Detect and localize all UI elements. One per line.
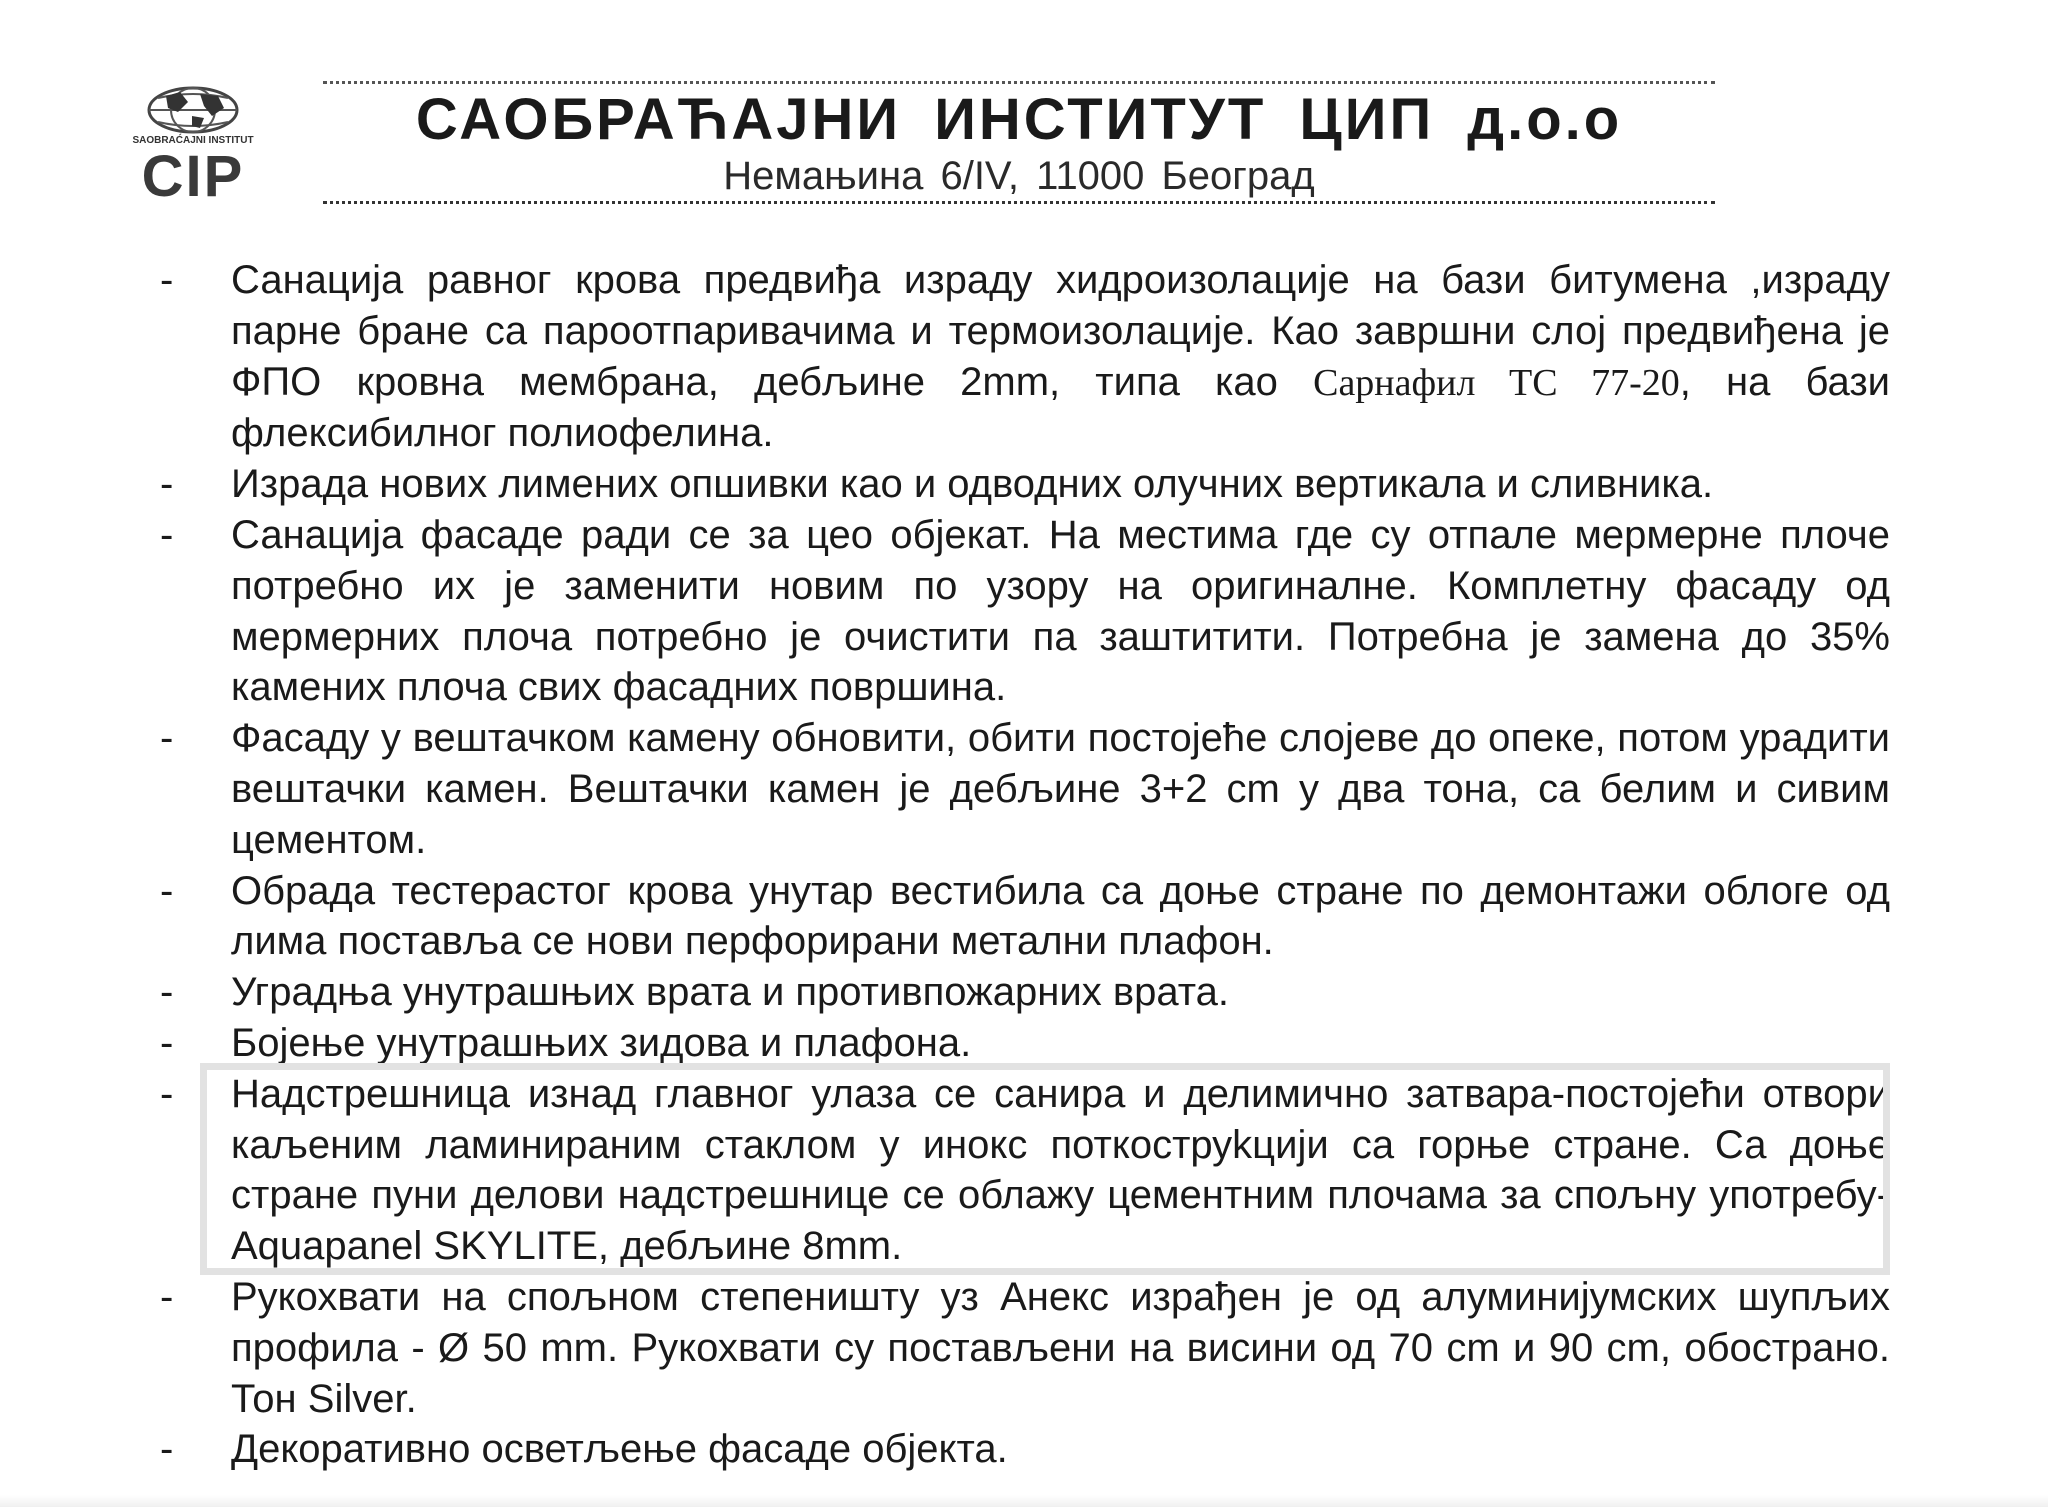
- list-item: [160, 713, 1890, 865]
- list-dash: -: [160, 868, 174, 913]
- item-text: Уградња унутрашњих врата и противпожарних врата.: [231, 970, 1229, 1015]
- organization-title: САОБРАЋАЈНИ ИНСТИТУТ ЦИП д.о.о: [415, 87, 1623, 152]
- item-text: Декоративно осветљење фасаде објекта.: [231, 1427, 1008, 1472]
- page-bottom-edge: [0, 1495, 2048, 1507]
- list-dash: -: [160, 1274, 174, 1319]
- list-dash: -: [160, 258, 174, 302]
- list-dash: -: [160, 970, 174, 1015]
- header-rule-bottom: [323, 201, 1715, 204]
- list-item: [160, 510, 1890, 713]
- item-text: Бојење унутрашњих зидова и плафона.: [231, 1020, 972, 1065]
- list-item: [160, 1018, 1890, 1069]
- logo-caption: SAOBRAĆAJNI INSTITUT: [132, 135, 254, 146]
- item-text: Санација фасаде ради се за цео објекат. На местима где су отпале мермерне плоче потребно их је заменити новим по узору на оригиналне. Комплетну фасаду од мермерних плоча потребно је очистити па заштитити. Потребна је замена до 35% камених плоча свих фасадних површина.: [231, 512, 1890, 710]
- list-item: [160, 255, 1890, 459]
- list-dash: -: [160, 1427, 174, 1472]
- list-dash: -: [160, 512, 174, 557]
- list-dash: -: [160, 716, 174, 761]
- list-item-highlighted: [160, 1069, 1890, 1272]
- item-product-name: Сарнафил ТС 77-20: [1313, 361, 1680, 404]
- globe-logo-icon: [108, 82, 278, 202]
- list-dash: -: [160, 1071, 174, 1116]
- list-item: [160, 866, 1890, 968]
- item-text: Санација равног крова предвиђа израду хидроизолације на бази битумена ,израду парне бране са пароотпаривачима и термоизолације. Као завршни слој предвиђена је ФПО кровна мембрана, дебљине 2mm, типа као: [231, 258, 1890, 404]
- list-item: [160, 459, 1890, 510]
- list-item: [160, 967, 1890, 1018]
- list-item: [160, 1272, 1890, 1424]
- list-item: [160, 1424, 1890, 1475]
- item-text: Фасаду у вештачком камену обновити, обити постојеће слојеве до опеке, потом урадити вештачки камен. Вештачки камен је дебљине 3+2 cm у два тона, са белим и сивим цементом.: [231, 716, 1890, 862]
- list-dash: -: [160, 462, 174, 507]
- work-items-list: [160, 255, 1890, 1475]
- item-text: Израда нових лимених опшивки као и одводних олучних вертикала и сливника.: [231, 462, 1714, 507]
- logo-text: CIP: [141, 144, 245, 202]
- item-text: Надстрешница изнад главног улаза се санира и делимично затвара-постојећи отвори каљеним ламинираним стаклом у инокс поткоструkцији са горње стране. Са доње стране пуни делови надстрешнице се облажу цементним плочама за спољну употребу- Aquapanel SKYLITE, дебљине 8mm.: [231, 1071, 1890, 1269]
- item-text: Рукохвати на спољном степеништу уз Анекс израђен је од алуминијумских шупљих профила - Ø 50 mm. Рукохвати су постављени на висини од 70 cm и 90 cm, обострано. Тон Silver.: [231, 1274, 1890, 1421]
- list-dash: -: [160, 1020, 174, 1065]
- item-text: Обрада тестерастог крова унутар вестибила са доње стране по демонтажи облоге од лима поставља се нови перфорирани метални плафон.: [231, 868, 1890, 964]
- item-text-tail: , на бази флексибилног полиофелина.: [231, 359, 1891, 456]
- cip-logo: [108, 82, 278, 202]
- header-rule-top: [323, 81, 1715, 84]
- organization-address: Немањина 6/IV, 11000 Београд: [723, 154, 1315, 198]
